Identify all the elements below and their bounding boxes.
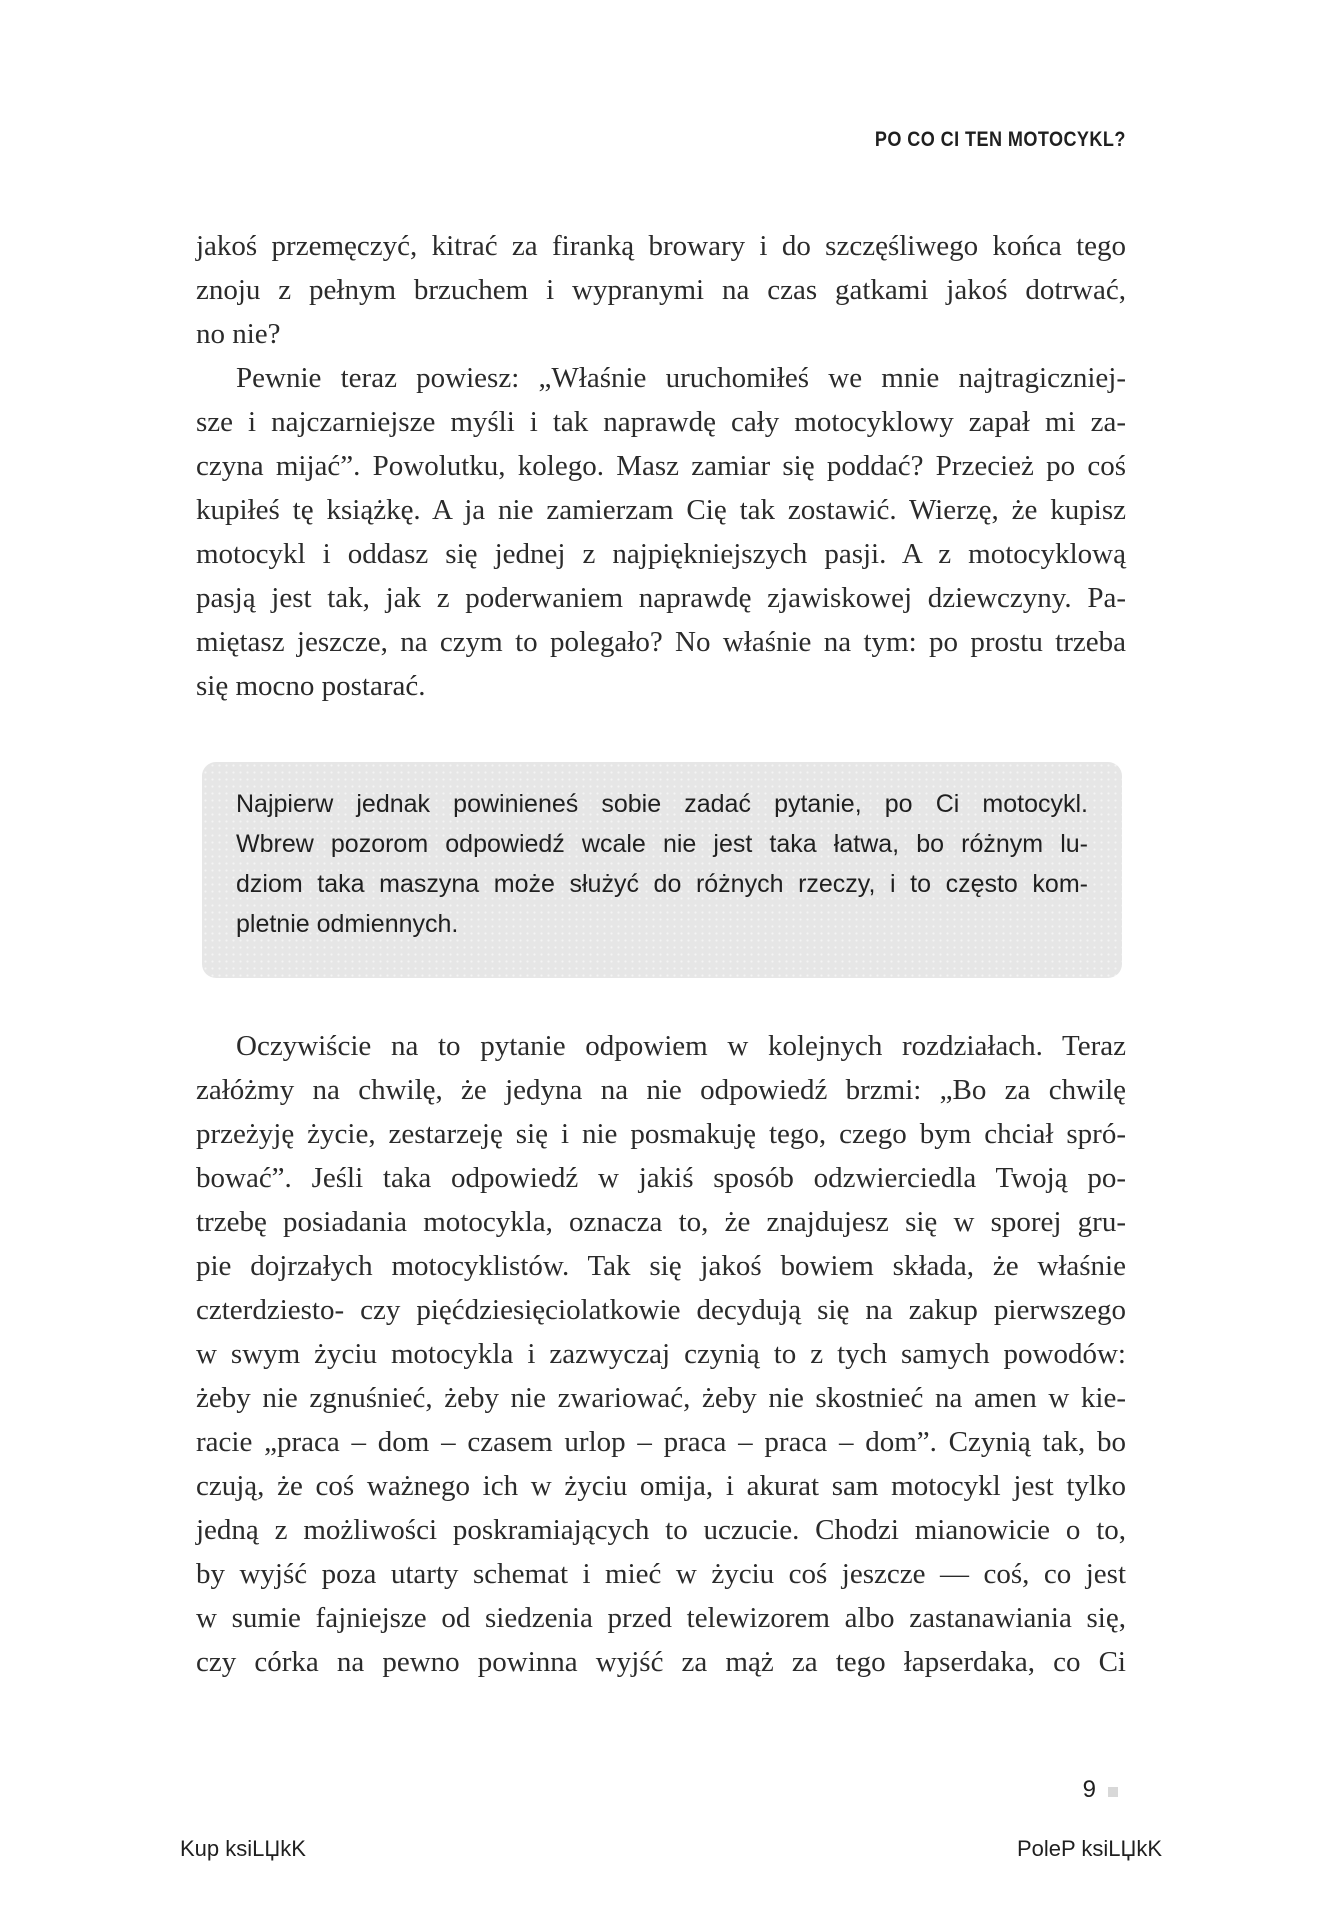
text-line: pie dojrzałych motocyklistów. Tak się jakoś bowiem składa, że właśnie <box>196 1250 1126 1282</box>
footer-buy-link[interactable]: Kup ksiLЏkK <box>180 1836 306 1861</box>
text-line: znoju z pełnym brzuchem i wypranymi na czas gatkami jakoś dotrwać, <box>196 274 1126 306</box>
callout-line: pletnie odmiennych. <box>236 910 459 938</box>
text-line: czterdziesto- czy pięćdziesięciolatkowie decydują się na zakup pierwszego <box>196 1294 1126 1326</box>
page-marker-square <box>1108 1787 1118 1797</box>
text-line: czy córka na pewno powinna wyjść za mąż za tego łapserdaka, co Ci <box>196 1646 1126 1678</box>
callout-line: Wbrew pozorom odpowiedź wcale nie jest taka łatwa, bo różnym lu- <box>236 830 1088 858</box>
text-line: miętasz jeszcze, na czym to polegało? No właśnie na tym: po prostu trzeba <box>196 626 1126 658</box>
callout-line: dziom taka maszyna może służyć do różnych rzeczy, i to często kom- <box>236 870 1088 898</box>
body-text-top <box>196 224 1126 708</box>
text-line: racie „praca – dom – czasem urlop – praca – praca – dom”. Czynią tak, bo <box>196 1426 1126 1458</box>
text-line: jakoś przemęczyć, kitrać za firanką browary i do szczęśliwego końca tego <box>196 230 1126 262</box>
footer-recommend-link[interactable]: PoleP ksiLЏkK <box>1016 1836 1162 1861</box>
text-line: się mocno postarać. <box>196 670 426 702</box>
text-line: Pewnie teraz powiesz: „Właśnie uruchomiłeś we mnie najtragiczniej- <box>236 362 1126 394</box>
body-text-bottom <box>196 1024 1126 1684</box>
text-line: załóżmy na chwilę, że jedyna na nie odpowiedź brzmi: „Bo za chwilę <box>196 1074 1126 1106</box>
text-line: bować”. Jeśli taka odpowiedź w jakiś sposób odzwierciedla Twoją po- <box>196 1162 1126 1194</box>
text-line: czują, że coś ważnego ich w życiu omija, i akurat sam motocykl jest tylko <box>196 1470 1126 1502</box>
text-line: jedną z możliwości poskramiających to uczucie. Chodzi mianowicie o to, <box>196 1514 1126 1546</box>
text-line: przeżyję życie, zestarzeję się i nie posmakuję tego, czego bym chciał spró- <box>196 1118 1126 1150</box>
text-line: w swym życiu motocykla i zazwyczaj czynią to z tych samych powodów: <box>196 1338 1126 1370</box>
text-line: czyna mijać”. Powolutku, kolego. Masz zamiar się poddać? Przecież po coś <box>196 450 1126 482</box>
running-header: PO CO CI TEN MOTOCYKL? <box>875 128 1126 151</box>
text-line: motocykl i oddasz się jednej z najpiękniejszych pasji. A z motocyklową <box>196 538 1126 570</box>
text-line: kupiłeś tę książkę. A ja nie zamierzam Cię tak zostawić. Wierzę, że kupisz <box>196 494 1126 526</box>
text-line: pasją jest tak, jak z poderwaniem naprawdę zjawiskowej dziewczyny. Pa- <box>196 582 1126 614</box>
text-line: trzebę posiadania motocykla, oznacza to, że znajdujesz się w sporej gru- <box>196 1206 1126 1238</box>
text-line: by wyjść poza utarty schemat i mieć w życiu coś jeszcze — coś, co jest <box>196 1558 1126 1590</box>
text-line: w sumie fajniejsze od siedzenia przed telewizorem albo zastanawiania się, <box>196 1602 1126 1634</box>
text-line: sze i najczarniejsze myśli i tak naprawdę cały motocyklowy zapał mi za- <box>196 406 1126 438</box>
page-number: 9 <box>1082 1776 1096 1803</box>
text-line: no nie? <box>196 318 281 350</box>
text-line: Oczywiście na to pytanie odpowiem w kolejnych rozdziałach. Teraz <box>236 1030 1126 1062</box>
text-line: żeby nie zgnuśnieć, żeby nie zwariować, żeby nie skostnieć na amen w kie- <box>196 1382 1126 1414</box>
callout-text <box>236 784 1088 944</box>
callout-line: Najpierw jednak powinieneś sobie zadać pytanie, po Ci motocykl. <box>236 790 1088 818</box>
